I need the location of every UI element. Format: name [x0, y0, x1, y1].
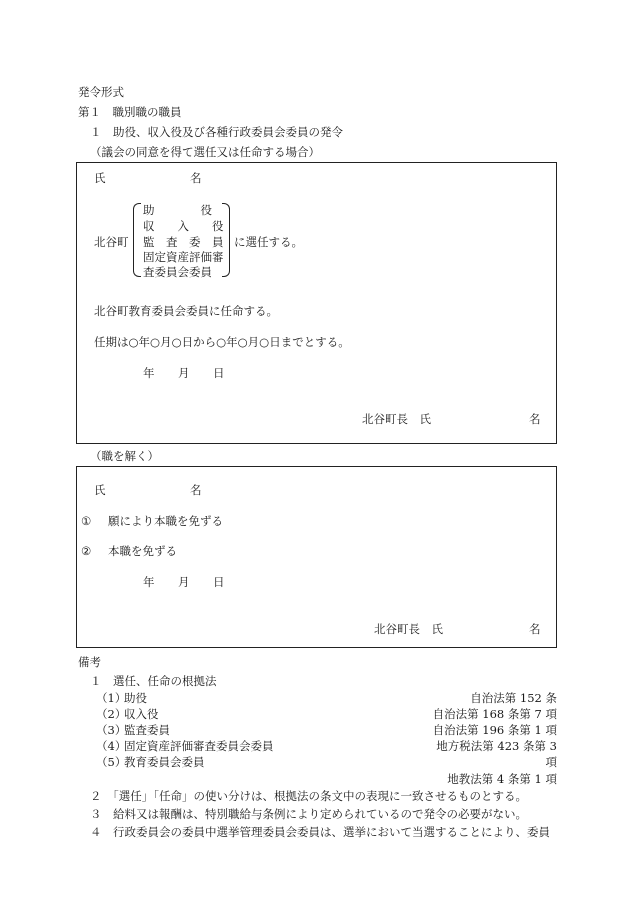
law-ref: 自治法第 168 条第 7 項 [432, 707, 557, 721]
law-role: 監査委員 [124, 723, 170, 737]
option-1-number: ① [81, 514, 92, 528]
law-num: （5） [96, 755, 127, 769]
name-label-family-2: 氏 [94, 483, 106, 497]
signer-name-label: 名 [529, 412, 541, 426]
date-month: 月 [178, 366, 190, 380]
option-1-text: 願により本職を免ずる [108, 514, 223, 528]
signer-label-2: 北谷町長 氏 [374, 622, 443, 636]
town-name: 北谷町 [94, 235, 129, 249]
role-line-2: 収 入 役 [143, 219, 224, 233]
law-ref: 自治法第 152 条 [470, 691, 557, 705]
role-line-5: 査委員会委員 [143, 265, 212, 279]
name-label-given: 名 [190, 171, 202, 185]
law-role: 収入役 [124, 707, 159, 721]
law-num: （1） [96, 691, 127, 705]
education-appointment: 北谷町教育委員会委員に任命する。 [94, 304, 278, 318]
date-day: 日 [213, 366, 225, 380]
role-line-1: 助 役 [143, 203, 212, 217]
consent-note: （議会の同意を得て選任又は任命する場合） [90, 145, 320, 159]
document-title: 発令形式 [78, 85, 124, 99]
date-month-2: 月 [178, 575, 190, 589]
law-role: 教育委員会委員 [124, 755, 205, 769]
law-role: 固定資産評価審査委員会委員 [124, 739, 274, 753]
date-year: 年 [143, 366, 155, 380]
law-ref: 項 [545, 755, 557, 769]
appoint-text: に選任する。 [234, 235, 303, 249]
remark-1: １ 選任、任命の根拠法 [90, 674, 217, 688]
section-heading: 第１ 職別職の職員 [78, 105, 182, 119]
law-role: 助役 [124, 691, 147, 705]
role-line-4: 固定資産評価審 [143, 250, 224, 264]
law-ref: 自治法第 196 条第 1 項 [432, 723, 557, 737]
law-num: （4） [96, 739, 127, 753]
role-line-3: 監 査 委 員 [143, 235, 224, 249]
left-bracket [133, 203, 141, 277]
law-num: （2） [96, 707, 127, 721]
item-heading-1: １ 助役、収入役及び各種行政委員会委員の発令 [90, 125, 343, 139]
remark-3: ３ 給料又は報酬は、特別職給与条例により定められているので発令の必要がない。 [90, 807, 527, 821]
signer-name-label-2: 名 [529, 622, 541, 636]
remark-2: ２ 「選任」「任命」の使い分けは、根拠法の条文中の表現に一致させるものとする。 [90, 789, 527, 803]
term-text: 任期は○年○月○日から○年○月○日までとする。 [94, 335, 350, 349]
signer-label: 北谷町長 氏 [362, 412, 431, 426]
remarks-title: 備考 [78, 655, 101, 669]
option-2-text: 本職を免ずる [108, 544, 177, 558]
remark-4: ４ 行政委員会の委員中選挙管理委員会委員は、選挙において当選することにより、委員 [90, 825, 550, 839]
name-label-family: 氏 [94, 171, 106, 185]
law-ref: 地方税法第 423 条第 3 [436, 739, 557, 753]
law-num: （3） [96, 723, 127, 737]
law-ref-extra: 地教法第 4 条第 1 項 [447, 772, 557, 786]
date-year-2: 年 [143, 575, 155, 589]
option-2-number: ② [81, 544, 92, 558]
date-day-2: 日 [213, 575, 225, 589]
name-label-given-2: 名 [190, 483, 202, 497]
dismiss-label: （職を解く） [90, 449, 159, 463]
